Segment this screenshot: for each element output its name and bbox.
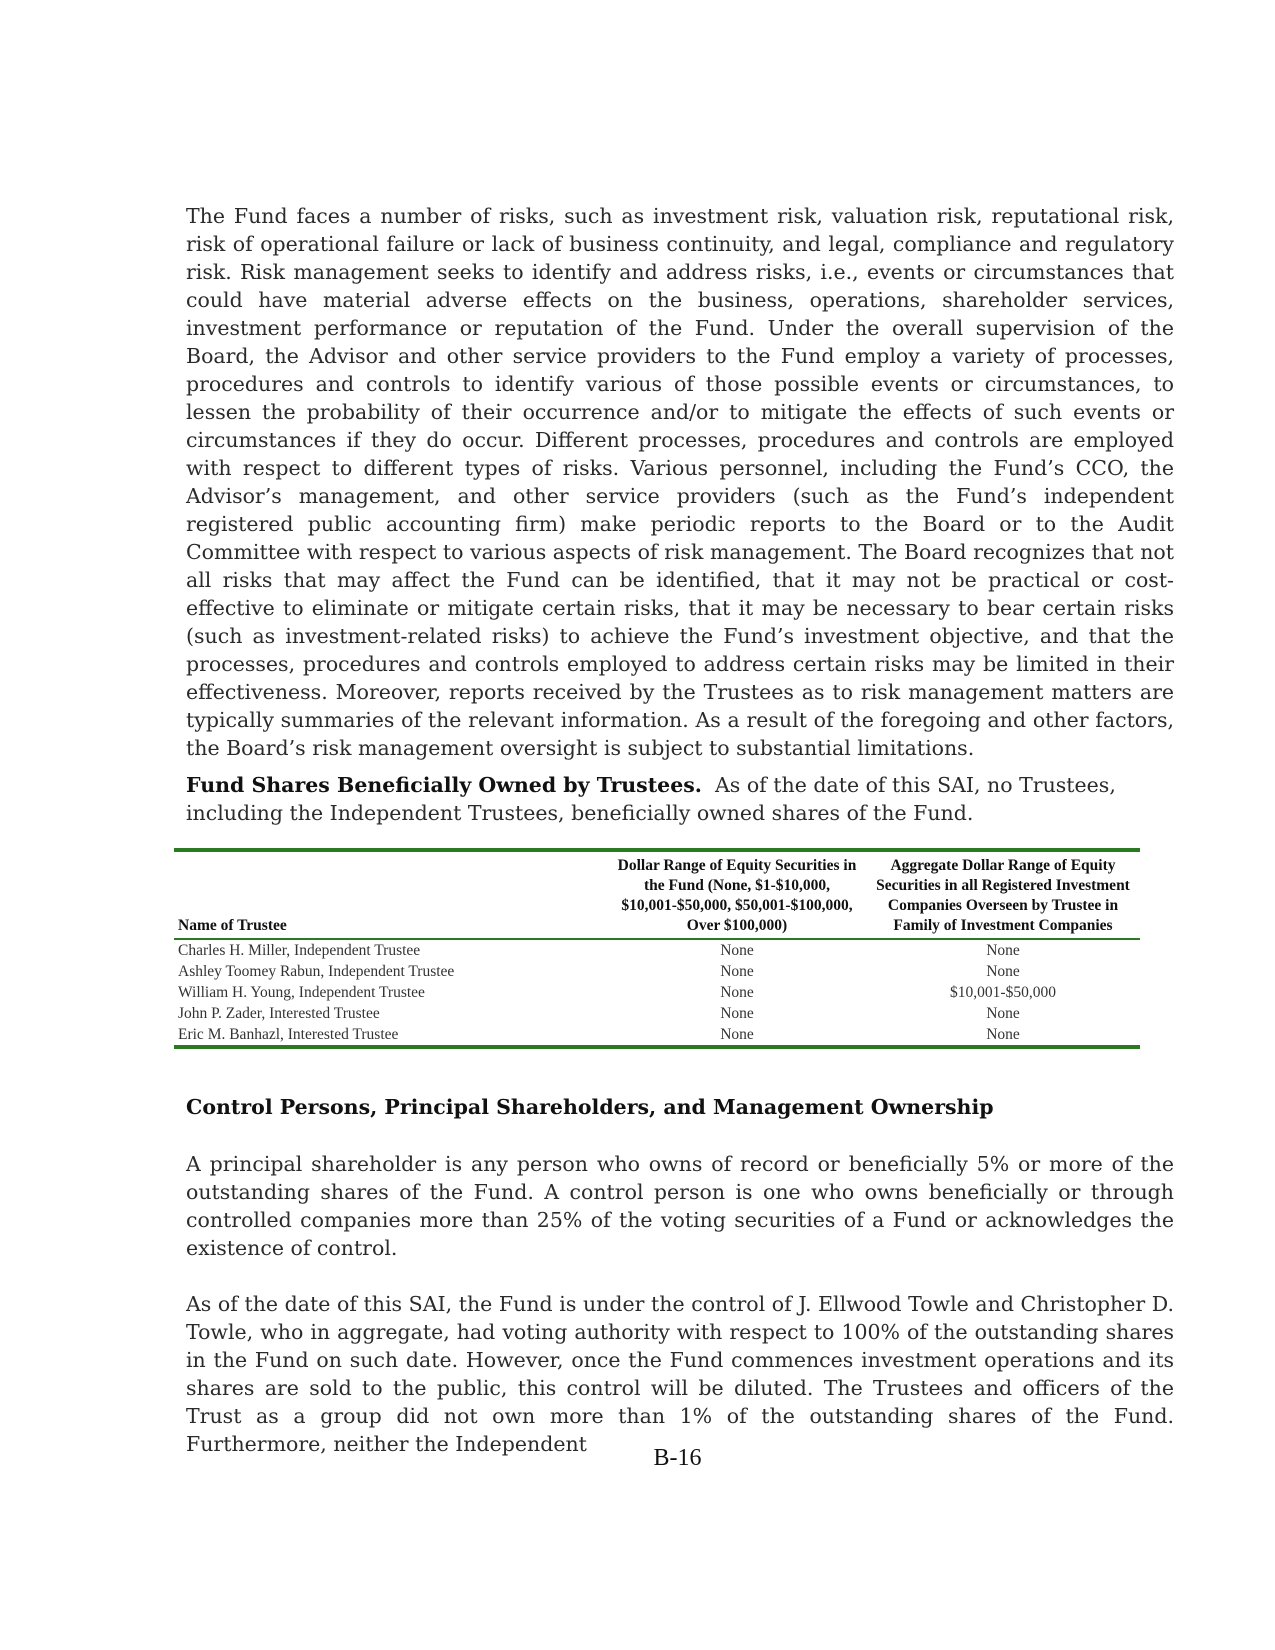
fund-range-value: None	[720, 984, 754, 1001]
header-fund-dollar-range: Dollar Range of Equity Securities in the Fund (None, $1-$10,000, $10,001-$50,000, $50,001-$100,000, Over $100,000)	[617, 857, 857, 934]
trustee-name: Charles H. Miller, Independent Trustee	[178, 942, 421, 959]
trustee-name: Ashley Toomey Rabun, Independent Trustee	[178, 963, 455, 980]
fund-range-value: None	[720, 942, 754, 959]
trustee-shares-text: As of the date of this SAI, no Trustees, including the Independent Trustees, beneficially owned shares of the Fund.	[186, 773, 1116, 825]
page-number: B-16	[653, 1445, 702, 1471]
trustee-shares-paragraph	[186, 771, 1174, 827]
table-row	[174, 939, 1140, 961]
fund-range-value: None	[720, 1026, 754, 1043]
control-paragraph: As of the date of this SAI, the Fund is under the control of J. Ellwood Towle and Christopher D. Towle, who in aggregate, had voting authority with respect to 100% of the outstanding shares in the Fund on such date. However, once the Fund commences investment operations and its shares are sold to the public, this control will be diluted. The Trustees and officers of the Trust as a group did not own more than 1% of the outstanding shares of the Fund. Furthermore, neither the Independent	[186, 1292, 1174, 1456]
aggregate-range-value: None	[986, 1026, 1020, 1043]
trustee-name: William H. Young, Independent Trustee	[178, 984, 425, 1001]
fund-range-value: None	[720, 1005, 754, 1022]
table-row	[174, 1003, 1140, 1024]
table-row	[174, 961, 1140, 982]
fund-range-value: None	[720, 963, 754, 980]
table-header-row	[174, 850, 1140, 939]
trustee-name: Eric M. Banhazl, Interested Trustee	[178, 1026, 399, 1043]
trustee-shares-heading: Fund Shares Beneficially Owned by Trustees.	[186, 773, 702, 797]
aggregate-range-value: None	[986, 942, 1020, 959]
principal-shareholder-paragraph: A principal shareholder is any person who owns of record or beneficially 5% or more of the outstanding shares of the Fund. A control person is one who owns beneficially or through controlled companies more than 25% of the voting securities of a Fund or acknowledges the existence of control.	[186, 1152, 1174, 1260]
control-persons-heading: Control Persons, Principal Shareholders, and Management Ownership	[186, 1095, 994, 1119]
aggregate-range-value: None	[986, 963, 1020, 980]
header-name-of-trustee: Name of Trustee	[178, 917, 287, 934]
table-row	[174, 1024, 1140, 1047]
header-aggregate-dollar-range: Aggregate Dollar Range of Equity Securities in all Registered Investment Companies Overseen by Trustee in Family of Investment Companies	[876, 857, 1130, 934]
trustee-ownership-table	[174, 848, 1140, 1049]
table-row	[174, 982, 1140, 1003]
trustee-name: John P. Zader, Interested Trustee	[178, 1005, 380, 1022]
aggregate-range-value: None	[986, 1005, 1020, 1022]
aggregate-range-value: $10,001-$50,000	[950, 984, 1056, 1001]
risk-management-paragraph: The Fund faces a number of risks, such as investment risk, valuation risk, reputational risk, risk of operational failure or lack of business continuity, and legal, compliance and regulatory risk. Risk management seeks to identify and address risks, i.e., events or circumstances that could have material adverse effects on the business, operations, shareholder services, investment performance or reputation of the Fund. Under the overall supervision of the Board, the Advisor and other service providers to the Fund employ a variety of processes, procedures and controls to identify various of those possible events or circumstances, to lessen the probability of their occurrence and/or to mitigate the effects of such events or circumstances if they do occur. Different processes, procedures and controls are employed with respect to different types of risks. Various personnel, including the Fund’s CCO, the Advisor’s management, and other service providers (such as the Fund’s independent registered public accounting firm) make periodic reports to the Board or to the Audit Committee with respect to various aspects of risk management. The Board recognizes that not all risks that may affect the Fund can be identified, that it may not be practical or cost-effective to eliminate or mitigate certain risks, that it may be necessary to bear certain risks (such as investment-related risks) to achieve the Fund’s investment objective, and that the processes, procedures and controls employed to address certain risks may be limited in their effectiveness. Moreover, reports received by the Trustees as to risk management matters are typically summaries of the relevant information. As a result of the foregoing and other factors, the Board’s risk management oversight is subject to substantial limitations.	[186, 204, 1174, 760]
